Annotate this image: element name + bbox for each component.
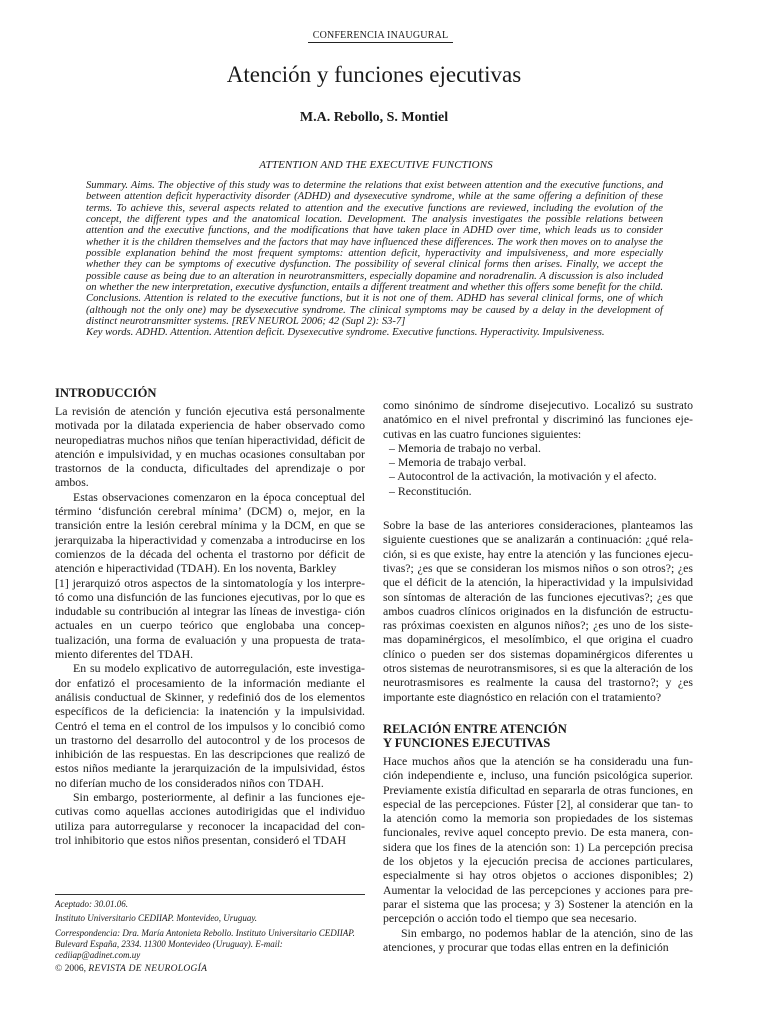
journal-name: REVISTA DE NEUROLOGÍA [88, 964, 208, 975]
list-item: – Autocontrol de la activación, la motivación y el afecto. [389, 469, 693, 483]
executive-functions-list [383, 441, 693, 498]
footnote-block [55, 894, 365, 979]
section-label: CONFERENCIA INAUGURAL [308, 30, 453, 43]
abstract-summary: Summary. Aims. The objective of this study was to determine the relations that exist between attention and the executive functions, and between attention deficit hyperactivity disorder (ADHD) and dysexecutive syndrome, while at the same offering a definition of these terms. To achieve this, several aspects related to attention and the executive functions are reviewed, including the evolution of the concept, the different types and the anatomical location. Development. The analysis investigates the possible relations between attention and the executive functions, and the modifications that have taken place in ADHD over time, which leads us to consider whether it is the children themselves and the factors that may have influenced these differences. The work then moves on to analyse the possible explanation behind the most frequent symptoms: attention deficit, hyperactivity and impulsiveness, and more especially whether they can be symptoms of executive dysfunction. The possibility of several clinical forms then arises. Finally, we accept the possible cause as being due to an alteration in neurotransmitters, especially dopamine and noradrenalin. A discussion is also included on whether the new interpretation, executive dysfunction, entails a different treatment and whether this offers some benefit for the child. Conclusions. Attention is related to the executive functions, but it is not one of them. ADHD has several clinical forms, one of which (although not the only one) may be dysexecutive syndrome. The clinical symptoms may be caused by a delay in the development of distinct neurotransmitter systems. [REV NEUROL 2006; 42 (Supl 2): S3-7] [86, 180, 663, 328]
relation-heading-line-2: Y FUNCIONES EJECUTIVAS [383, 735, 551, 750]
abstract-keywords: Key words. ADHD. Attention. Attention deficit. Dysexecutive syndrome. Executive functions. Hyperactivity. Impulsiveness. [86, 327, 605, 339]
institution: Instituto Universitario CEDIIAP. Montevideo, Uruguay. [55, 913, 258, 924]
copyright-line [55, 964, 365, 975]
relation-heading [383, 722, 693, 750]
article-authors: M.A. Rebollo, S. Montiel [299, 110, 449, 125]
accepted-date: Aceptado: 30.01.06. [55, 899, 128, 909]
english-title: ATTENTION AND THE EXECUTIVE FUNCTIONS [259, 159, 493, 171]
copyright-year: © 2006, [55, 964, 86, 975]
right-column [383, 398, 693, 954]
list-item: – Memoria de trabajo no verbal. [389, 441, 693, 455]
article-title: Atención y funciones ejecutivas [226, 62, 522, 87]
right-paragraph-4: Sin embargo, no podemos hablar de la atención, sino de las atenciones, y procurar que todas ellas entren en la definición [383, 925, 693, 954]
relation-heading-line-1: RELACIÓN ENTRE ATENCIÓN [383, 721, 567, 736]
intro-paragraph-4: En su modelo explicativo de autorregulación, este investiga- dor enfatizó el procesamiento de la información mediante el análisis conductual de Skinner, y redefinió dos de los elementos específicos de la deficiencia: la inatención y la impulsividad. Centró el tema en el control de los impulsos y lo concibió como un trastorno del desarrollo del autocontrol y de los procesos de inhibición de las respuestas. En las descripciones que realizó de estos niños mediante la jerarquización de la impulsividad, éstos no diferían mucho de los considerados niños con TDAH. [55, 661, 365, 790]
right-paragraph-1: como sinónimo de síndrome disejecutivo. Localizó su sustrato anatómico en el nivel prefrontal y discriminó las funciones eje- cutivas en las cuatro funciones siguientes: [383, 398, 693, 441]
abstract-block [86, 180, 663, 339]
list-item: – Reconstitución. [389, 484, 693, 498]
intro-paragraph-3: [1] jerarquizó otros aspectos de la sintomatología y los interpre- tó como una disfunción de las funciones ejecutivas, por lo que es indudable su contribución al integrar las líneas de investiga- ción actuales en un cuerpo teórico que englobaba una concep- tualización, una forma de evaluación y una propuesta de trata- miento diferentes del TDAH. [55, 575, 365, 662]
correspondence: Correspondencia: Dra. María Antonieta Rebollo. Instituto Universitario CEDIIAP. Bulevard España, 2334. 11300 Montevideo (Uruguay). E-mail: cediiap@adinet.com.uy [55, 927, 355, 961]
right-paragraph-2: Sobre la base de las anteriores consideraciones, planteamos las siguiente cuestiones que se analizarán a continuación: ¿qué rela- ción, si es que existe, hay entre la atención y las funciones ejecu- tivas?; ¿es que se consideran los mismos niños o son otros?; ¿es que el déficit de la atención, la hiperactividad y la impulsividad son síntomas de alteración de las funciones ejecutivas?; ¿es que ambos cuadros clínicos originados en la disfunción de estructu- ras próximas coexisten en algunos niños?; ¿es uno de los siste- mas dopaminérgicos, el mesolímbico, el que origina el cuadro clínico o pueden ser dos sistemas dopaminérgicos diferentes u otros sistemas de neurotransmisores, si es que la alteración de los neurotrasmisores es realmente la causa del trastorno?; y ¿es importante este diagnóstico en relación con el tratamiento? [383, 518, 693, 704]
intro-heading: INTRODUCCIÓN [55, 386, 157, 400]
intro-paragraph-2: Estas observaciones comenzaron en la época conceptual del término ‘disfunción cerebral mínima’ (DCM) o, mejor, en la transición entre la lesión cerebral mínima y la DCM, en que se jerarquizaba la hiperactividad y comenzaba a introducirse en los comienzos de la década del ochenta el trastorno por déficit de atención e hiperactividad (TDAH). En los noventa, Barkley [55, 489, 365, 576]
intro-paragraph-1: La revisión de atención y función ejecutiva está personalmente motivada por la dilatada experiencia de haber observado como neuropediatras muchos niños que tenían hiperactividad, déficit de atención e impulsividad, y en muchas ocasiones consultaban por trastornos de la conducta, dificultades del aprendizaje o por ambos. [55, 404, 365, 490]
left-column [55, 386, 365, 847]
list-item: – Memoria de trabajo verbal. [389, 455, 693, 469]
right-paragraph-3: Hace muchos años que la atención se ha consideradu una fun- ción independiente e, incluso, una función psicológica superior. Previamente existía dificultad en separarla de otras funciones, en especial de las percepciones. Fúster [2], al considerar que tan- to la atención como la memoria son propiedades de los sistemas funcionales, revive aquel concepto previo. De esta manera, con- sidera que los fines de la atención son: 1) La percepción precisa de los objetos y la ejecución precisa de acciones particulares, especialmente si hay otros objetos o acciones disponibles; 2) Aumentar la velocidad de las percepciones y acciones para pre- parar el sistema que las procesa; y 3) Sostener la atención en la percepción o acción todo el tiempo que sea necesario. [383, 753, 693, 926]
intro-paragraph-5: Sin embargo, posteriormente, al definir a las funciones eje- cutivas como aquellas acciones autodirigidas que el individuo utiliza para autorregularse y reconocer la incapacidad del con- trol inhibitorio que estos niños presentan, consideró el TDAH [55, 790, 365, 847]
